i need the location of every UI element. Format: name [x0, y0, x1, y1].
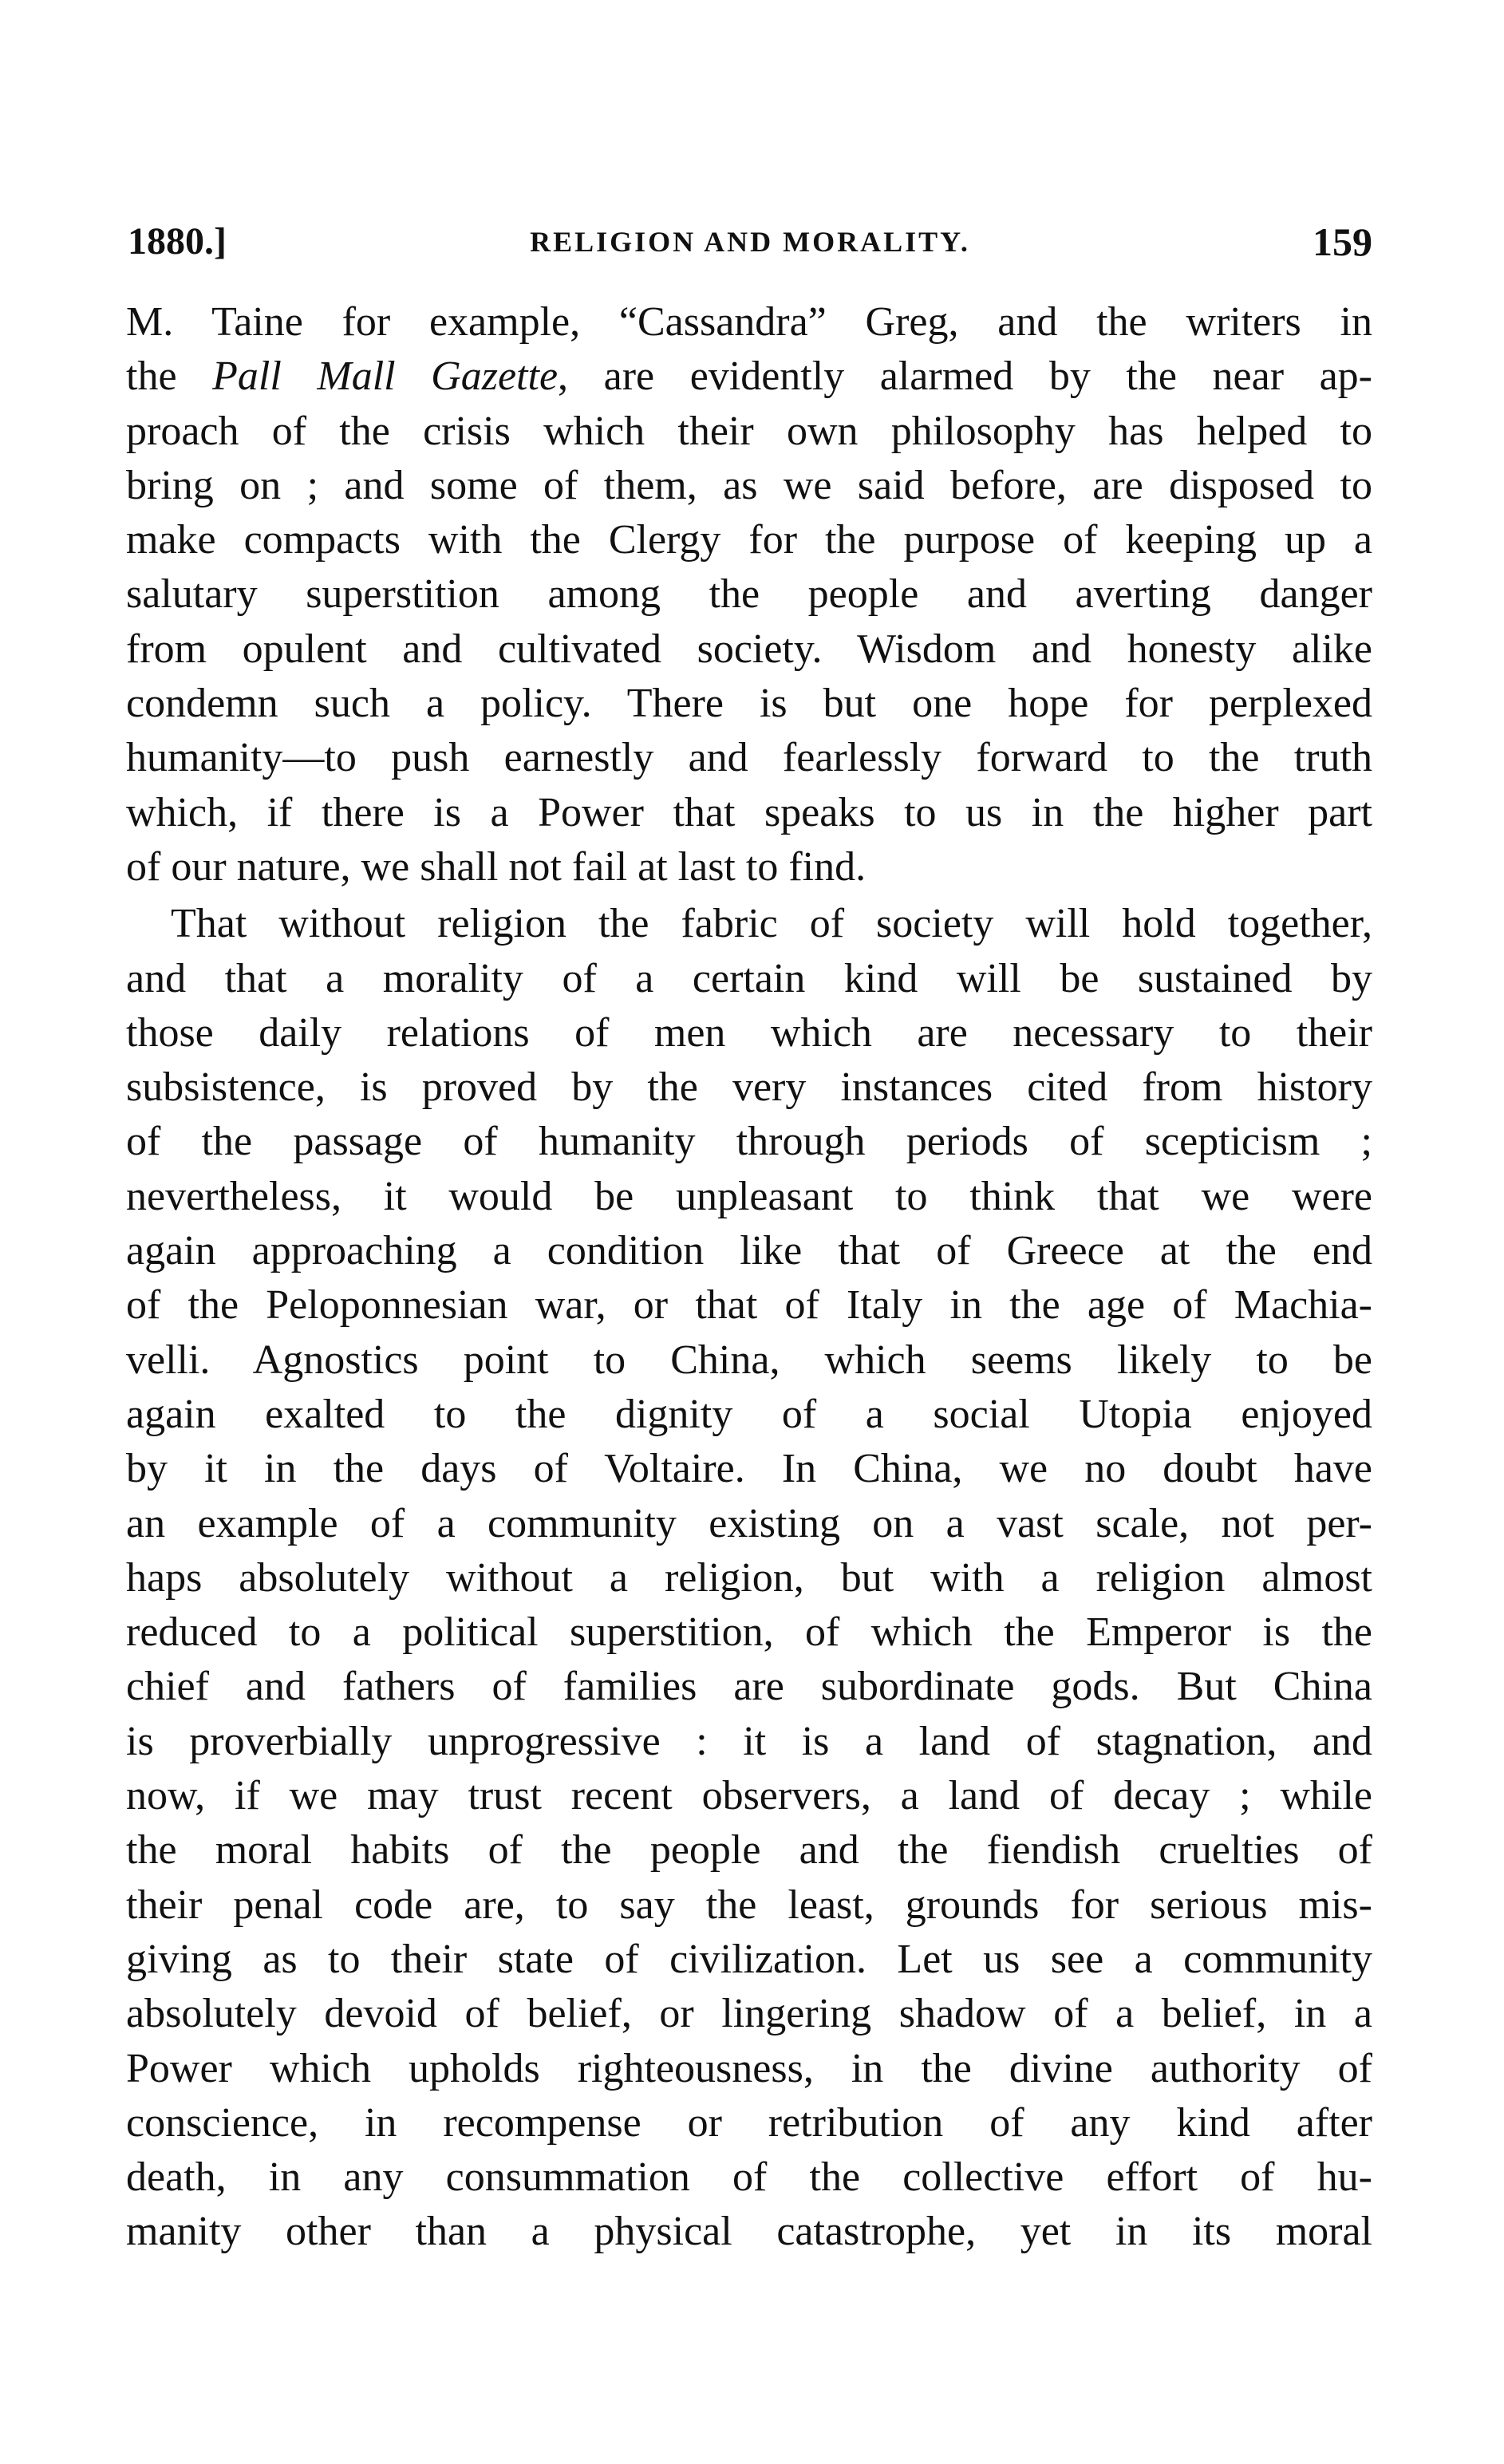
text-line: of the Peloponnesian war, or that of Italy in the age of Machia-: [126, 1282, 1372, 1329]
text-line: absolutely devoid of belief, or lingering shadow of a belief, in a: [126, 1991, 1372, 2037]
text-line: haps absolutely without a religion, but with a religion almost: [126, 1554, 1372, 1601]
text-line: death, in any consummation of the collective effort of hu-: [126, 2154, 1372, 2201]
text-line: the Pall Mall Gazette, are evidently alarmed by the near ap-: [126, 353, 1372, 400]
text-line: now, if we may trust recent observers, a land of decay ; while: [126, 1773, 1372, 1819]
text-line: That without religion the fabric of society will hold together,: [171, 901, 1372, 947]
text-line: humanity—to push earnestly and fearlessly forward to the truth: [126, 735, 1372, 781]
text-line: manity other than a physical catastrophe, yet in its moral: [126, 2209, 1372, 2255]
text-line: by it in the days of Voltaire. In China, we no doubt have: [126, 1446, 1372, 1492]
text-line: the moral habits of the people and the fiendish cruelties of: [126, 1827, 1372, 1874]
text-line: Power which upholds righteousness, in the divine authority of: [126, 2045, 1372, 2091]
text-line: which, if there is a Power that speaks to us in the higher part: [126, 789, 1372, 835]
text-line: condemn such a policy. There is but one hope for perplexed: [126, 681, 1372, 727]
text-line: make compacts with the Clergy for the purpose of keeping up a: [126, 517, 1372, 563]
text-line: an example of a community existing on a vast scale, not per-: [126, 1500, 1372, 1546]
text-line: velli. Agnostics point to China, which seems likely to be: [126, 1337, 1372, 1383]
text-line: again exalted to the dignity of a social Utopia enjoyed: [126, 1391, 1372, 1437]
text-line: again approaching a condition like that of Greece at the end: [126, 1228, 1372, 1274]
running-head-year: 1880.]: [128, 220, 227, 263]
running-head: [128, 214, 1372, 270]
text-line: conscience, in recompense or retribution of any kind after: [126, 2099, 1372, 2146]
text-line: salutary superstition among the people and averting danger: [126, 571, 1372, 618]
body-text: [126, 295, 1372, 2402]
text-line: chief and fathers of families are subordinate gods. But China: [126, 1664, 1372, 1710]
text-line: proach of the crisis which their own philosophy has helped to: [126, 408, 1372, 454]
text-line: nevertheless, it would be unpleasant to think that we were: [126, 1173, 1372, 1219]
page-number: 159: [1313, 219, 1372, 264]
periodical-title: Pall Mall Gazette: [212, 353, 559, 400]
text-line: from opulent and cultivated society. Wisdom and honesty alike: [126, 626, 1372, 672]
text-line: and that a morality of a certain kind will be sustained by: [126, 955, 1372, 1001]
text-line: M. Taine for example, “Cassandra” Greg, and the writers in: [126, 299, 1372, 345]
running-head-title: RELIGION AND MORALITY.: [530, 226, 970, 258]
text-line: their penal code are, to say the least, grounds for serious mis-: [126, 1882, 1372, 1928]
text-line: is proverbially unprogressive : it is a land of stagnation, and: [126, 1718, 1372, 1764]
text-line: of the passage of humanity through periods of scepticism ;: [126, 1119, 1372, 1165]
text-line: subsistence, is proved by the very instances cited from history: [126, 1064, 1372, 1111]
text-line: of our nature, we shall not fail at last to find.: [126, 843, 866, 890]
text-line: reduced to a political superstition, of which the Emperor is the: [126, 1609, 1372, 1656]
text-line: giving as to their state of civilization. Let us see a community: [126, 1936, 1372, 1982]
text-line: bring on ; and some of them, as we said before, are disposed to: [126, 462, 1372, 508]
text-line: those daily relations of men which are necessary to their: [126, 1009, 1372, 1056]
